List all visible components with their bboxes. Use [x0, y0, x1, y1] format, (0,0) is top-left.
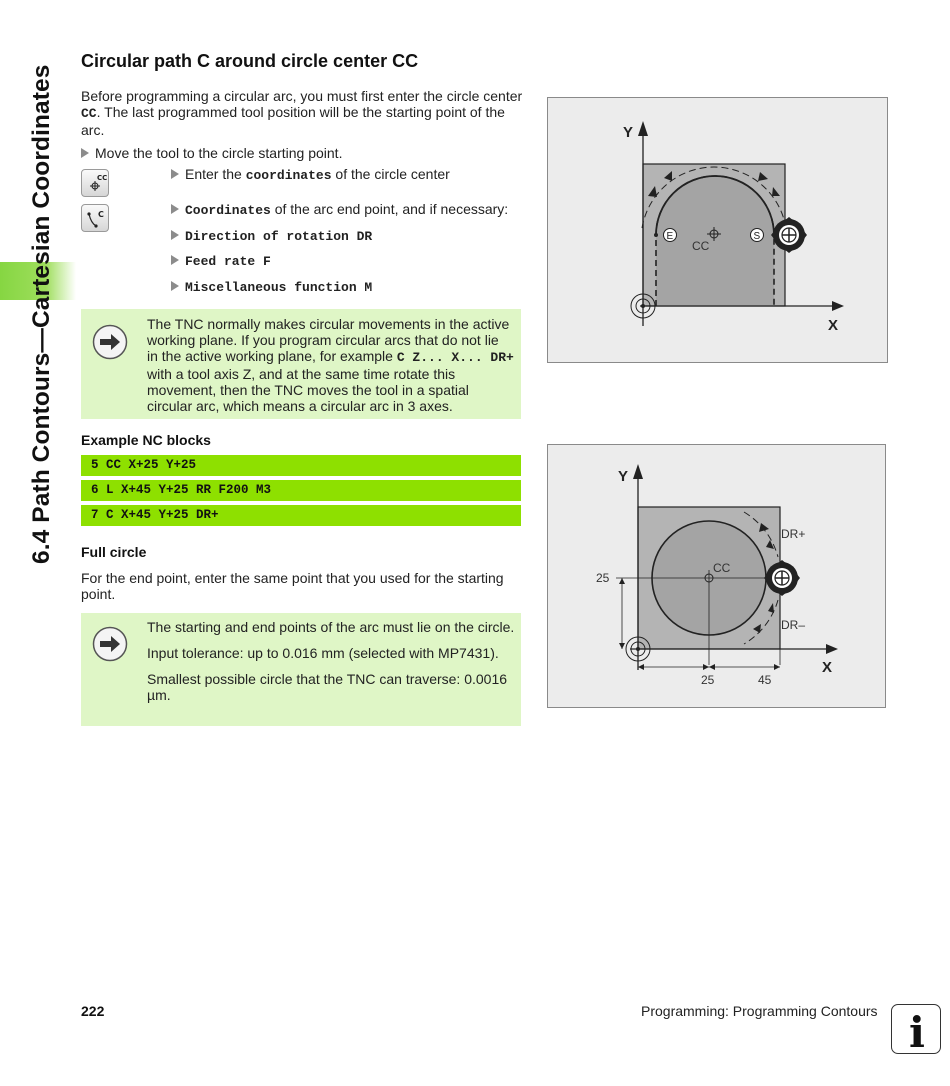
step-direction: Direction of rotation DR — [171, 227, 372, 244]
step-arc-end: Coordinates of the arc end point, and if necessary: — [171, 201, 508, 218]
bullet-triangle-icon — [171, 204, 179, 214]
intro-paragraph — [81, 88, 526, 138]
y-value-label: 25 — [596, 571, 610, 585]
x-value-label: 45 — [758, 673, 772, 687]
intro-text-end: . The last programmed tool position will be the starting point of the arc. — [81, 104, 505, 138]
dr-minus-label: DR– — [781, 618, 806, 632]
step-misc: Miscellaneous function M — [171, 278, 372, 295]
full-circle-heading: Full circle — [81, 544, 147, 560]
cc-label: CC — [692, 239, 710, 253]
x-value-label: 25 — [701, 673, 715, 687]
bullet-triangle-icon — [171, 281, 179, 291]
svg-text:CC: CC — [97, 174, 108, 182]
svg-text:i: i — [909, 1008, 925, 1055]
bullet-triangle-icon — [171, 230, 179, 240]
svg-text:C: C — [98, 210, 104, 219]
intro-code: CC — [81, 106, 97, 121]
figure-full-circle — [547, 444, 886, 708]
intro-text: Before programming a circular arc, you must first enter the circle center — [81, 88, 523, 104]
x-axis-label: X — [822, 659, 833, 676]
nc-block-row: 6 L X+45 Y+25 RR F200 M3 — [81, 480, 521, 501]
step-feed: Feed rate F — [171, 252, 271, 269]
nc-block-row: 7 C X+45 Y+25 DR+ — [81, 505, 521, 526]
full-circle-text: For the end point, enter the same point that you used for the starting point. — [81, 570, 504, 602]
nc-block-row: 5 CC X+25 Y+25 — [81, 455, 521, 476]
note-text: The TNC normally makes circular movements in the active working plane. If you program circular arcs that do not lie in the active working plane, for example C Z... X... DR+ with a tool axis Z, and at the same time rotate this movement, then the TNC moves the tool in a spatial circular arc, which means a circular arc in 3 axes. — [147, 316, 514, 414]
note-box-full-circle — [81, 613, 521, 726]
start-point-label: S — [753, 231, 761, 242]
c-key-icon — [81, 204, 109, 232]
step-enter-cc: Enter the coordinates of the circle center — [171, 166, 450, 183]
y-axis-label: Y — [623, 124, 634, 141]
end-point-label: E — [666, 231, 674, 242]
note-box-working-plane — [81, 309, 521, 419]
page-title: Circular path C around circle center CC — [81, 51, 419, 71]
step-move-tool: Move the tool to the circle starting point. — [81, 145, 342, 161]
arrow-right-icon — [92, 324, 128, 360]
cc-key-icon — [81, 169, 109, 197]
section-title-vertical: 6.4 Path Contours—Cartesian Coordinates — [28, 64, 55, 564]
y-axis-label: Y — [618, 468, 629, 485]
arrow-right-icon — [92, 626, 128, 662]
bullet-triangle-icon — [81, 148, 89, 158]
cc-label: CC — [713, 561, 731, 575]
dr-plus-label: DR+ — [781, 527, 806, 541]
figure-arc-path — [547, 97, 888, 363]
note-text: The starting and end points of the arc must lie on the circle. Input tolerance: up to 0.016 mm (selected with MP7431). Smallest possible circle that the TNC can traverse: 0.0016 µm. — [147, 619, 515, 703]
page-number: 222 — [81, 1003, 105, 1019]
bullet-triangle-icon — [171, 255, 179, 265]
bullet-triangle-icon — [171, 169, 179, 179]
chapter-title: Programming: Programming Contours — [641, 1003, 878, 1019]
x-axis-label: X — [828, 317, 839, 334]
info-icon[interactable] — [891, 1004, 941, 1054]
example-heading: Example NC blocks — [81, 432, 211, 448]
